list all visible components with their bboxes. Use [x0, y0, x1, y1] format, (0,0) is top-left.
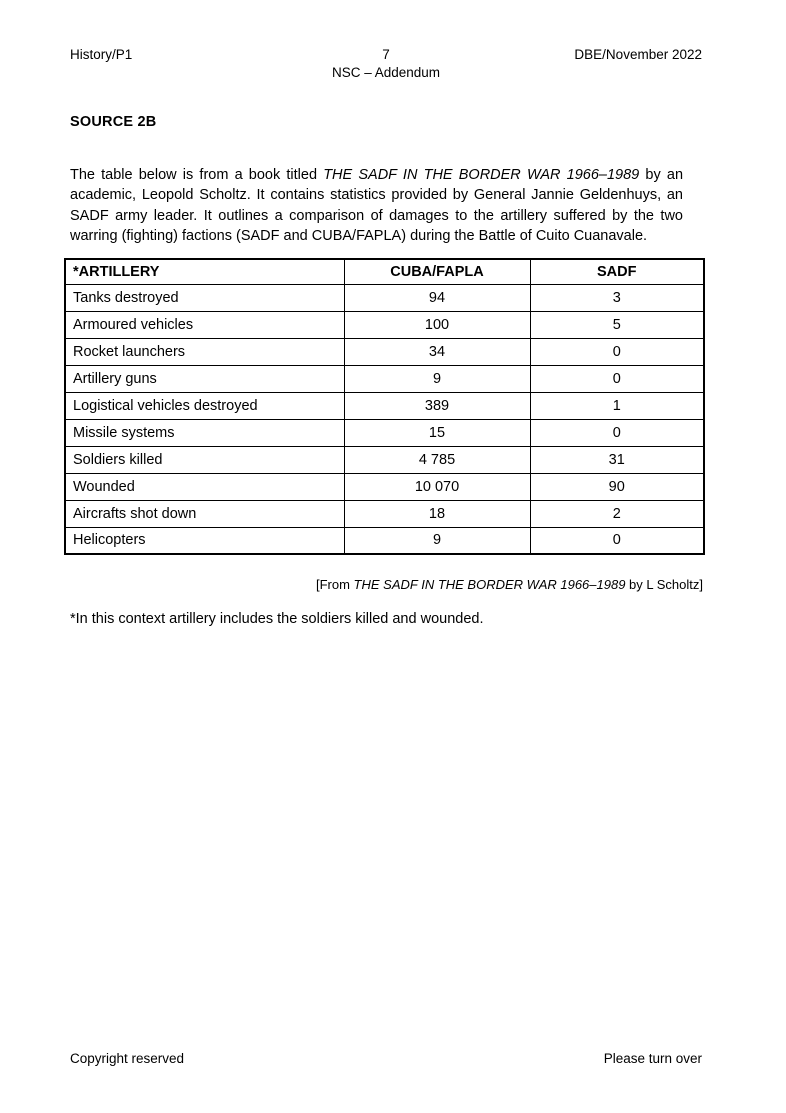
- artillery-table-container: [64, 258, 703, 555]
- table-row: [65, 446, 704, 473]
- cell-sadf: 0: [530, 419, 704, 446]
- column-header-sadf: SADF: [530, 259, 704, 284]
- table-row: [65, 338, 704, 365]
- cell-item: Rocket launchers: [65, 338, 344, 365]
- cell-cuba-fapla: 94: [344, 284, 530, 311]
- column-header-artillery: *ARTILLERY: [65, 259, 344, 284]
- cell-item: Wounded: [65, 473, 344, 500]
- cell-item: Armoured vehicles: [65, 311, 344, 338]
- intro-book-title: THE SADF IN THE BORDER WAR 1966–1989: [323, 166, 640, 183]
- cell-sadf: 31: [530, 446, 704, 473]
- table-row: [65, 284, 704, 311]
- cell-cuba-fapla: 15: [344, 419, 530, 446]
- cell-cuba-fapla: 10 070: [344, 473, 530, 500]
- cell-item: Logistical vehicles destroyed: [65, 392, 344, 419]
- citation-suffix: by L Scholtz]: [625, 577, 703, 592]
- table-row: [65, 419, 704, 446]
- table-row: [65, 473, 704, 500]
- artillery-comparison-table: [64, 258, 705, 555]
- citation-prefix: [From: [315, 577, 354, 592]
- cell-cuba-fapla: 389: [344, 392, 530, 419]
- cell-item: Tanks destroyed: [65, 284, 344, 311]
- column-header-cuba-fapla: CUBA/FAPLA: [344, 259, 530, 284]
- cell-sadf: 1: [530, 392, 704, 419]
- footer-copyright: Copyright reserved: [70, 1051, 185, 1066]
- cell-item: Artillery guns: [65, 365, 344, 392]
- cell-cuba-fapla: 18: [344, 500, 530, 527]
- footer-turn-over: Please turn over: [603, 1051, 702, 1066]
- cell-cuba-fapla: 9: [344, 365, 530, 392]
- cell-cuba-fapla: 34: [344, 338, 530, 365]
- page-running-footer: [70, 1050, 702, 1070]
- header-subject: History/P1: [70, 47, 133, 62]
- header-exam-subtitle: NSC – Addendum: [331, 65, 441, 80]
- cell-sadf: 5: [530, 311, 704, 338]
- cell-cuba-fapla: 4 785: [344, 446, 530, 473]
- cell-sadf: 90: [530, 473, 704, 500]
- table-row: [65, 500, 704, 527]
- table-row: [65, 365, 704, 392]
- cell-item: Aircrafts shot down: [65, 500, 344, 527]
- table-header-row: [65, 259, 704, 284]
- source-intro-paragraph: [70, 165, 683, 247]
- cell-sadf: 2: [530, 500, 704, 527]
- cell-cuba-fapla: 100: [344, 311, 530, 338]
- source-heading: SOURCE 2B: [70, 114, 157, 130]
- cell-sadf: 0: [530, 527, 704, 554]
- header-page-number: 7: [382, 47, 390, 62]
- cell-item: Helicopters: [65, 527, 344, 554]
- intro-text-part-1: The table below is from a book titled: [70, 166, 324, 183]
- header-exam-session: DBE/November 2022: [574, 47, 702, 62]
- cell-item: Soldiers killed: [65, 446, 344, 473]
- table-footnote: *In this context artillery includes the soldiers killed and wounded.: [70, 611, 484, 627]
- intro-text-part-2: by an academic, Leopold Scholtz. It contains statistics provided by General Jannie Geldenhuys, an SADF army leader. It outlines a comparison of damages to the artillery suffered by the two warring (fighting) factions (SADF and CUBA/FAPLA) during the Battle of Cuito Cuanavale.: [70, 166, 684, 245]
- page-running-header: [70, 46, 702, 88]
- cell-sadf: 0: [530, 365, 704, 392]
- cell-item: Missile systems: [65, 419, 344, 446]
- citation-book-title: THE SADF IN THE BORDER WAR 1966–1989: [353, 577, 626, 592]
- cell-cuba-fapla: 9: [344, 527, 530, 554]
- table-row: [65, 311, 704, 338]
- table-body: [65, 284, 704, 554]
- table-row: [65, 392, 704, 419]
- cell-sadf: 3: [530, 284, 704, 311]
- source-citation: [64, 576, 703, 593]
- table-row: [65, 527, 704, 554]
- table-header: [65, 259, 704, 284]
- cell-sadf: 0: [530, 338, 704, 365]
